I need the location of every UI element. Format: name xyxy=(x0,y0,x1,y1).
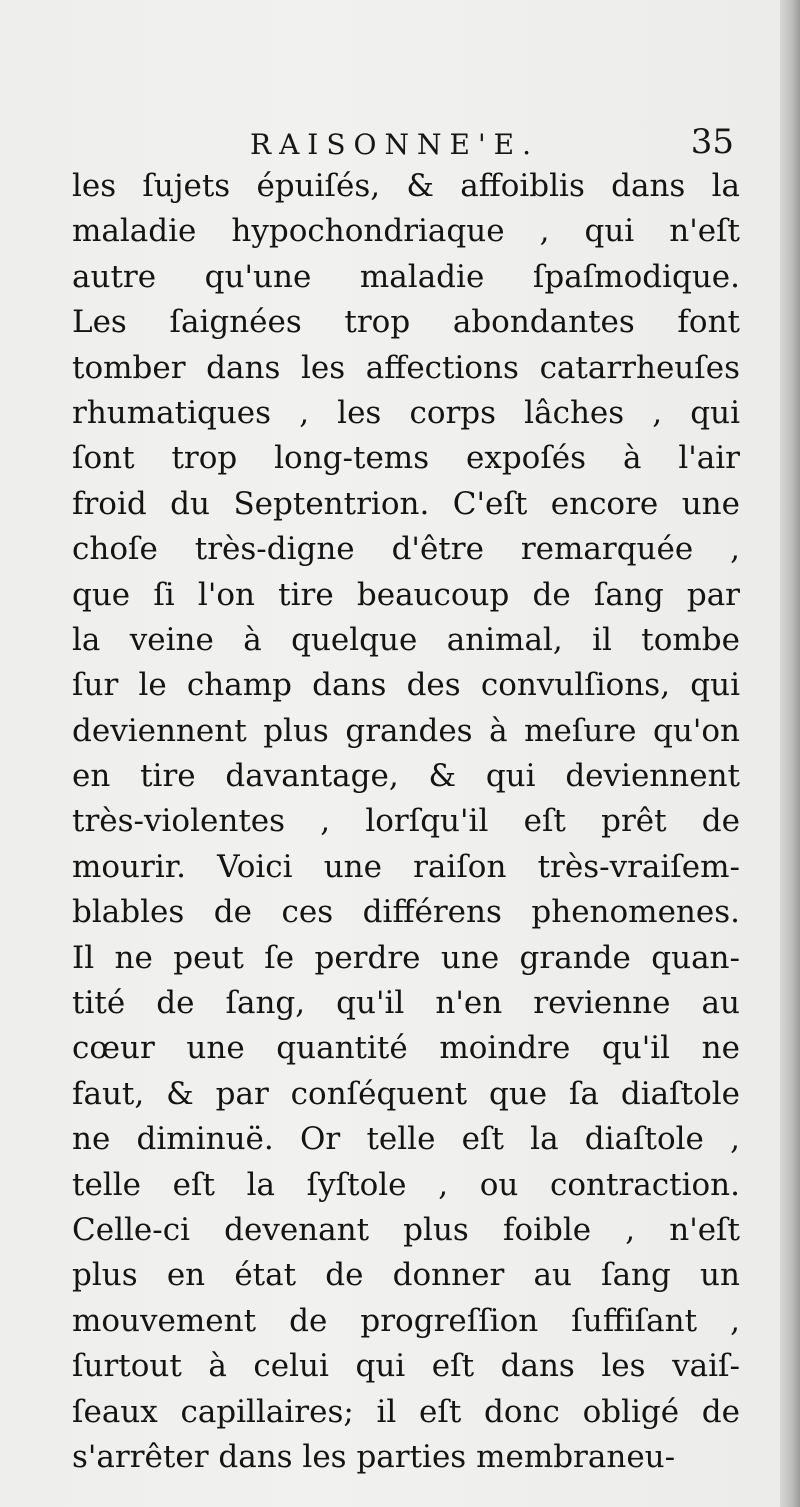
text-line: tomber dans les affections catarrheuſes xyxy=(72,349,740,386)
text-line: s'arrêter dans les parties membraneu- xyxy=(72,1438,676,1475)
text-line: froid du Septentrion. C'eſt encore une xyxy=(72,485,740,522)
page-number: 35 xyxy=(690,122,734,162)
text-line: plus en état de donner au ſang un xyxy=(72,1257,740,1294)
text-line: maladie hypochondriaque , qui n'eſt xyxy=(72,213,740,250)
page-edge-shadow xyxy=(780,0,800,1507)
text-line: tité de ſang, qu'il n'en revienne au xyxy=(72,985,740,1022)
text-line: mouvement de progreſſion ſuffiſant , xyxy=(72,1302,740,1339)
text-line: Il ne peut ſe perdre une grande quan- xyxy=(72,939,740,976)
running-title: RAISONNE'E. xyxy=(250,128,539,161)
text-line: ſur le champ dans des convulſions, qui xyxy=(72,667,740,704)
text-line: choſe très-digne d'être remarquée , xyxy=(72,531,740,568)
page-header xyxy=(72,122,740,170)
text-line: les ſujets épuiſés, & affoiblis dans la xyxy=(72,168,740,204)
text-line: rhumatiques , les corps lâches , qui xyxy=(72,394,740,431)
body-text xyxy=(72,164,740,1480)
text-line: Celle-ci devenant plus foible , n'eſt xyxy=(72,1211,740,1248)
text-line: ſeaux capillaires; il eſt donc obligé de xyxy=(72,1393,740,1430)
text-line: Les ſaignées trop abondantes font xyxy=(72,304,740,341)
text-line: deviennent plus grandes à meſure qu'on xyxy=(72,712,740,749)
text-line: cœur une quantité moindre qu'il ne xyxy=(72,1030,740,1067)
text-line: autre qu'une maladie ſpaſmodique. xyxy=(72,258,740,295)
text-line: telle eſt la ſyſtole , ou contraction. xyxy=(72,1166,740,1203)
text-line: ſurtout à celui qui eſt dans les vaiſ- xyxy=(72,1348,740,1385)
text-line: blables de ces différens phenomenes. xyxy=(72,894,740,931)
text-line: très-violentes , lorſqu'il eſt prêt de xyxy=(72,803,740,840)
text-line: en tire davantage, & qui deviennent xyxy=(72,758,740,795)
text-line: mourir. Voici une raiſon très-vraiſem- xyxy=(72,848,740,885)
text-line: faut, & par conſéquent que ſa diaſtole xyxy=(72,1075,740,1112)
text-line: ſont trop long-tems expoſés à l'air xyxy=(72,440,740,477)
text-line: que ſi l'on tire beaucoup de ſang par xyxy=(72,576,740,613)
text-line: la veine à quelque animal, il tombe xyxy=(72,621,740,658)
text-line: ne diminuë. Or telle eſt la diaſtole , xyxy=(72,1121,740,1158)
